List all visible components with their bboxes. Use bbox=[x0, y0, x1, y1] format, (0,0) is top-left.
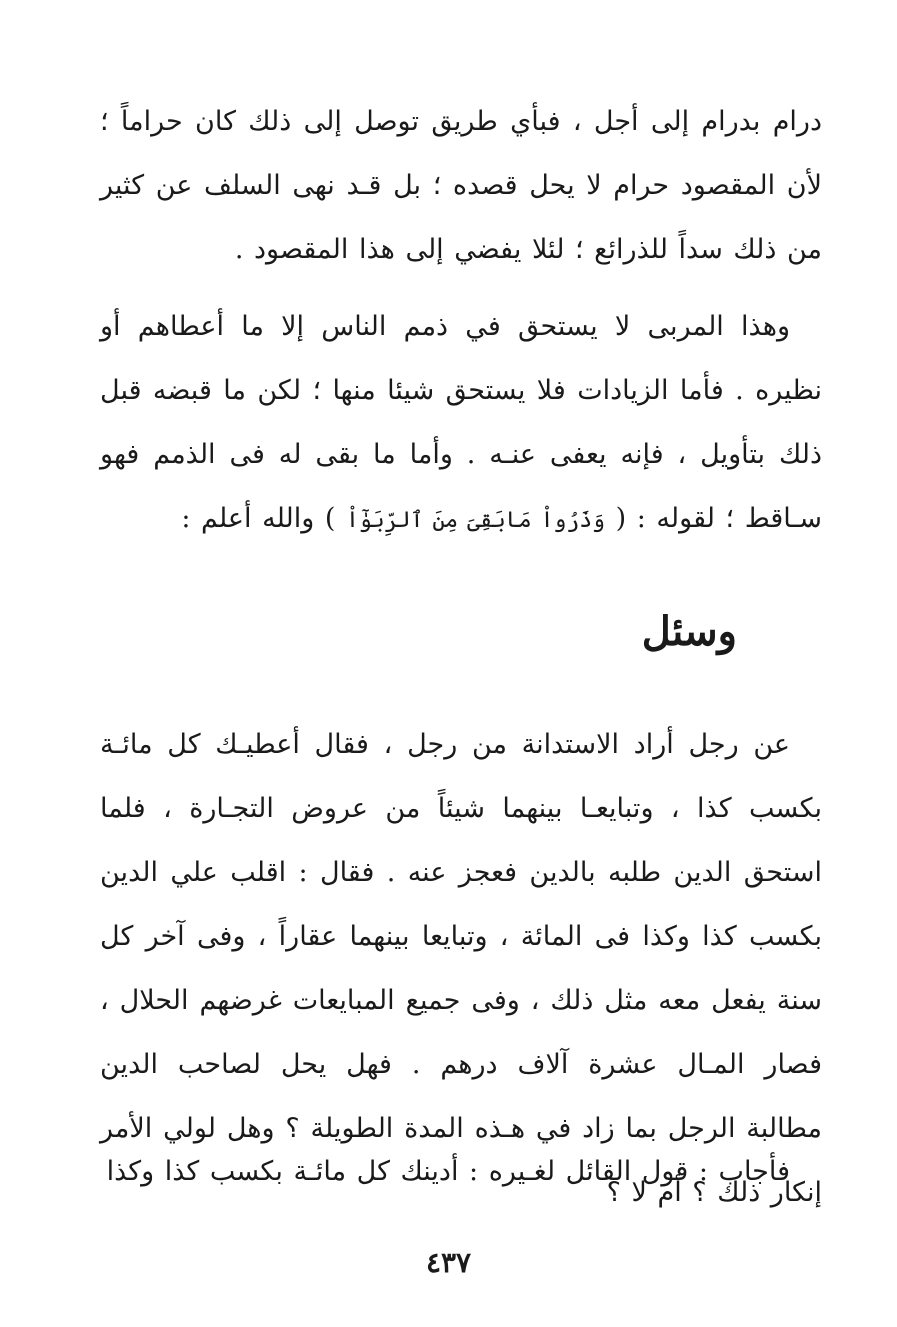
paragraph-end-text: ) والله أعلم : bbox=[181, 503, 336, 534]
section-heading: وسئل bbox=[641, 608, 737, 655]
paragraph-text: عن رجل أراد الاستدانة من رجل ، فقال أعطيـك كل مائـة بكسب كذا ، وتبايعـا بينهما شيئاً من عروض التجـارة ، فلما استحق الدين طلبه بالدين فعجز عنه . فقال : اقلب علي الدين بكسب كذا وكذا فى المائة ، وتبايعا بينهما عقاراً ، وفى آخر كل سنة يفعل معه مثل ذلك ، وفى جميع المبايعات غرضهم الحلال ، فصار المـال عشرة آلاف درهم . فهل يحل لصاحب الدين مطالبة الرجل بما زاد في هـذه المدة الطويلة ؟ وهل لولي الأمر إنكار ذلك ؟ أم لا ؟ bbox=[100, 729, 822, 1208]
paragraph-answer bbox=[100, 1140, 822, 1204]
paragraph-text: فأجاب : قول القائل لغـيره : أدينك كل مائـة بكسب كذا وكذا bbox=[106, 1156, 790, 1187]
paragraph-text: درام بدرام إلى أجل ، فبأي طريق توصل إلى ذلك كان حراماً ؛ لأن المقصود حرام لا يحل قصده ؛ بل قـد نهى السلف عن كثير من ذلك سداً للذرائع ؛ لئلا يفضي إلى هذا المقصود . bbox=[100, 106, 822, 265]
paragraph-main-text: وهذا المربى لا يستحق في ذمم الناس إلا ما أعطاهم أو نظيره . فأما الزيادات فلا يستحق شيئا منها ؛ لكن ما قبضه قبل ذلك بتأويل ، فإنه يعفى عنـه . وأما ما بقى له فى الذمم فهو سـاقط ؛ لقوله : ( bbox=[100, 311, 822, 534]
paragraph-riba-ruling bbox=[100, 295, 822, 553]
paragraph-continuation bbox=[100, 90, 822, 282]
page-number: ٤٣٧ bbox=[425, 1246, 472, 1279]
paragraph-text bbox=[100, 295, 822, 553]
quran-verse: وَذَرُواْ مَابَقِىَ مِنَ ٱلرِّبَوٰٓاْ bbox=[346, 508, 606, 533]
